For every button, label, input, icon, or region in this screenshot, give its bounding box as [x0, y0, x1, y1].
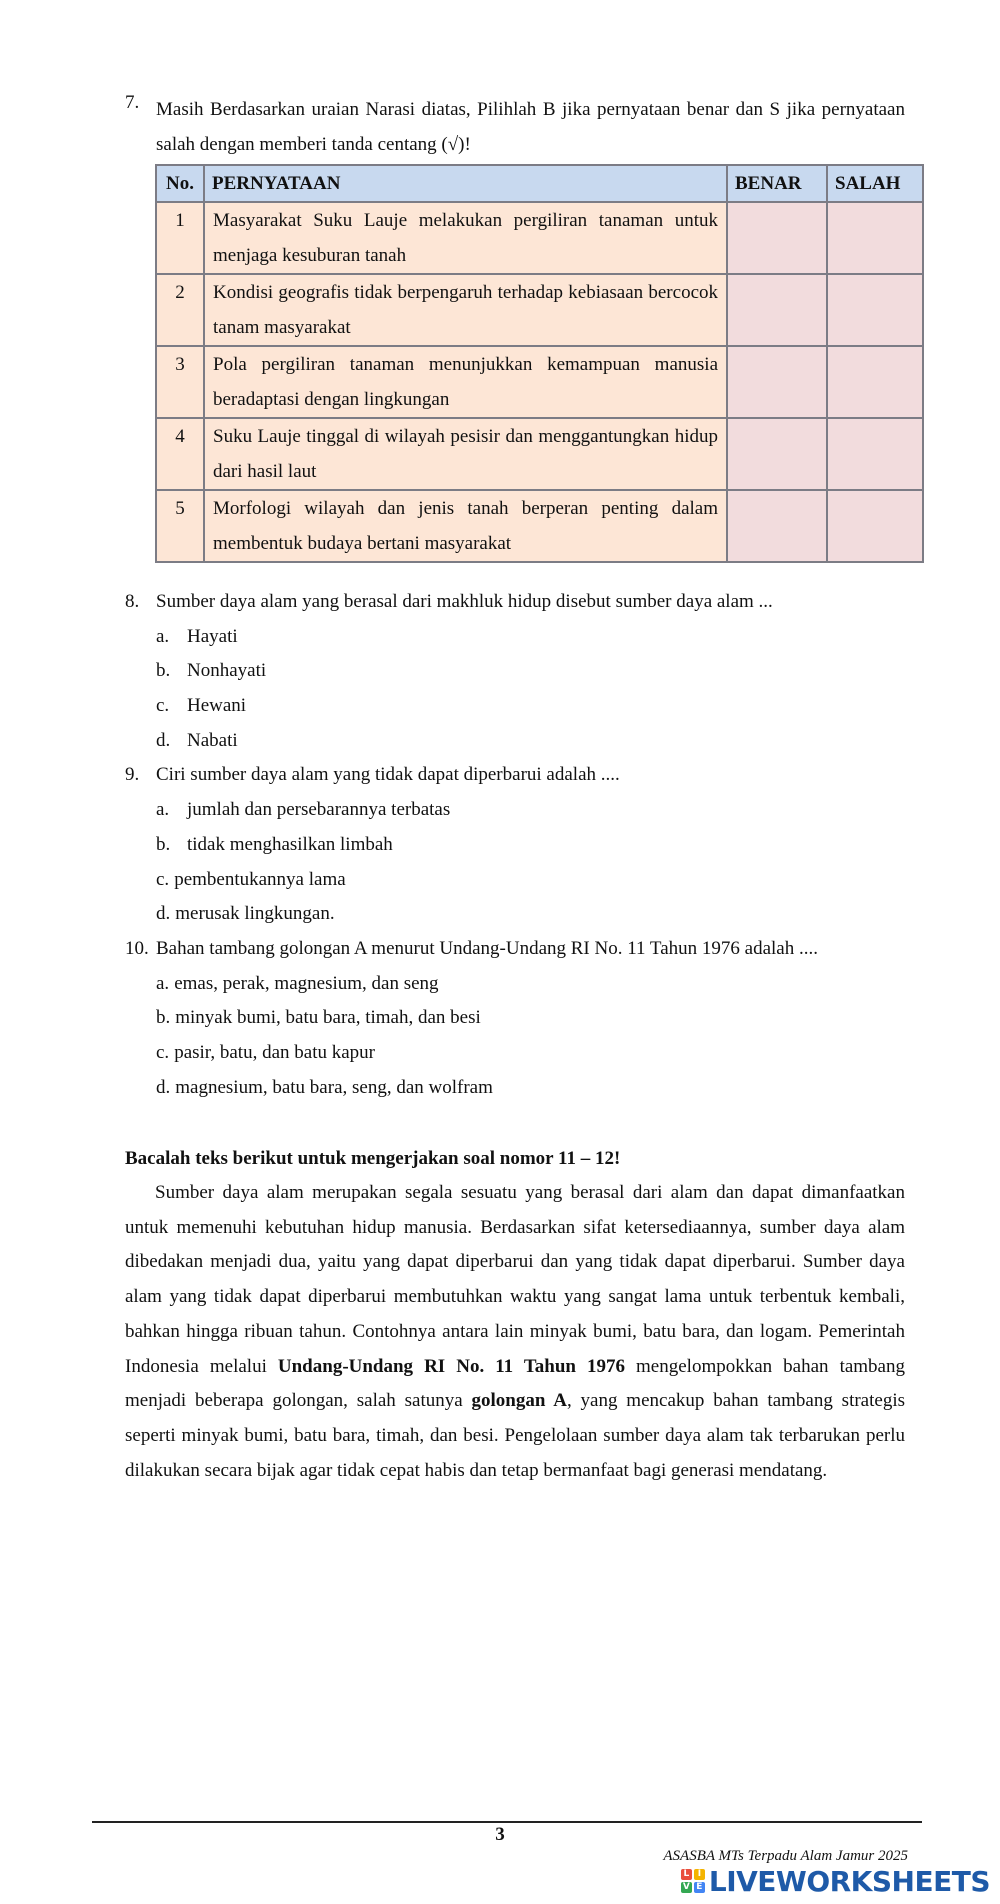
liveworksheets-logo-icon — [681, 1869, 705, 1893]
header-no: No. — [156, 165, 204, 202]
row-number: 4 — [156, 418, 204, 490]
option-text: tidak menghasilkan limbah — [187, 833, 393, 855]
option-letter: b. — [156, 1007, 171, 1029]
option-text: pembentukannya lama — [174, 868, 346, 890]
option-text: Hayati — [187, 625, 238, 647]
salah-answer-cell[interactable] — [827, 274, 923, 346]
row-statement: Suku Lauje tinggal di wilayah pesisir dan menggantungkan hidup dari hasil laut — [204, 418, 727, 490]
option-d[interactable] — [125, 1071, 915, 1106]
option-b[interactable] — [125, 828, 915, 863]
option-text: emas, perak, magnesium, dan seng — [174, 972, 439, 994]
question-text: Bahan tambang golongan A menurut Undang-Undang RI No. 11 Tahun 1976 adalah .... — [156, 937, 818, 959]
option-letter: d. — [156, 729, 171, 751]
table-row — [156, 418, 923, 490]
question-text: Sumber daya alam yang berasal dari makhluk hidup disebut sumber daya alam ... — [156, 591, 773, 612]
passage-bold-group: golongan A — [471, 1390, 567, 1412]
option-letter: a. — [156, 799, 170, 821]
option-letter: b. — [156, 833, 171, 855]
row-statement: Kondisi geografis tidak berpengaruh terhadap kebiasaan bercocok tanam masyarakat — [204, 274, 727, 346]
question-number: 10. — [125, 937, 149, 959]
multiple-choice-questions — [125, 585, 915, 1105]
option-letter: d. — [156, 903, 171, 925]
question-10 — [125, 932, 915, 967]
option-letter: d. — [156, 1076, 171, 1098]
option-text: merusak lingkungan. — [175, 903, 335, 925]
benar-answer-cell[interactable] — [727, 418, 827, 490]
true-false-table — [155, 164, 924, 563]
option-text: Nabati — [187, 729, 238, 751]
option-a[interactable] — [125, 793, 915, 828]
row-statement: Morfologi wilayah dan jenis tanah berperan penting dalam membentuk budaya bertani masyarakat — [204, 490, 727, 562]
header-statement: PERNYATAAN — [204, 165, 727, 202]
benar-answer-cell[interactable] — [727, 202, 827, 274]
row-number: 3 — [156, 346, 204, 418]
question-number: 7. — [125, 92, 140, 113]
footer-credit: ASASBA MTs Terpadu Alam Jamur 2025 — [663, 1848, 908, 1864]
option-text: pasir, batu, dan batu kapur — [174, 1041, 375, 1063]
footer-divider — [92, 1821, 922, 1823]
option-letter: c. — [156, 868, 170, 890]
option-c[interactable] — [125, 863, 915, 898]
option-c[interactable] — [125, 689, 915, 724]
row-number: 5 — [156, 490, 204, 562]
table-row — [156, 274, 923, 346]
option-text: Nonhayati — [187, 660, 267, 682]
question-text: Ciri sumber daya alam yang tidak dapat diperbarui adalah .... — [156, 764, 620, 786]
option-d[interactable] — [125, 897, 915, 932]
logo-letter: E — [694, 1882, 705, 1893]
passage-heading: Bacalah teks berikut untuk mengerjakan soal nomor 11 – 12! — [125, 1148, 621, 1169]
table-row — [156, 346, 923, 418]
option-letter: c. — [156, 1041, 170, 1063]
question-7 — [125, 92, 905, 162]
passage-text: Sumber daya alam merupakan segala sesuatu yang berasal dari alam dan dapat dimanfaatkan untuk memenuhi kebutuhan hidup manusia. Berdasarkan sifat ketersediaannya, sumber daya alam dibedakan menjadi dua, yaitu yang dapat diperbarui dan yang tidak dapat diperbarui. Sumber daya alam yang tidak dapat diperbarui membutuhkan waktu yang sangat lama untuk terbentuk kembali, bahkan hingga ribuan tahun. Contohnya antara lain minyak bumi, batu bara, dan logam. Pemerintah Indonesia melalui — [125, 1182, 905, 1377]
liveworksheets-brand[interactable] — [681, 1865, 990, 1897]
passage-bold-law: Undang-Undang RI No. 11 Tahun 1976 — [277, 1355, 625, 1377]
question-number: 8. — [125, 591, 140, 612]
table-row — [156, 202, 923, 274]
option-text: Hewani — [187, 695, 247, 717]
benar-answer-cell[interactable] — [727, 490, 827, 562]
header-benar: BENAR — [727, 165, 827, 202]
salah-answer-cell[interactable] — [827, 202, 923, 274]
salah-answer-cell[interactable] — [827, 490, 923, 562]
option-a[interactable] — [125, 967, 915, 1002]
logo-letter: L — [681, 1869, 692, 1880]
option-c[interactable] — [125, 1036, 915, 1071]
liveworksheets-wordmark: LIVEWORKSHEETS — [708, 1864, 990, 1898]
option-text: minyak bumi, batu bara, timah, dan besi — [175, 1007, 481, 1029]
option-letter: b. — [156, 660, 171, 682]
question-8 — [125, 585, 915, 620]
question-text: Masih Berdasarkan uraian Narasi diatas, Pilihlah B jika pernyataan benar dan S jika pernyataan salah dengan memberi tanda centang (√)! — [156, 99, 905, 155]
row-number: 1 — [156, 202, 204, 274]
logo-letter: V — [681, 1882, 692, 1893]
benar-answer-cell[interactable] — [727, 274, 827, 346]
option-a[interactable] — [125, 620, 915, 655]
passage-paragraph — [125, 1176, 905, 1488]
row-statement: Masyarakat Suku Lauje melakukan pergiliran tanaman untuk menjaga kesuburan tanah — [204, 202, 727, 274]
benar-answer-cell[interactable] — [727, 346, 827, 418]
page-number: 3 — [495, 1824, 505, 1845]
logo-letter: I — [694, 1869, 705, 1880]
passage-text: mengelompokkan bahan tambang menjadi beberapa golongan, salah satunya — [125, 1355, 905, 1412]
option-letter: a. — [156, 625, 170, 647]
option-d[interactable] — [125, 724, 915, 759]
reading-passage — [125, 1141, 905, 1488]
row-number: 2 — [156, 274, 204, 346]
question-9 — [125, 758, 915, 793]
passage-text: , yang mencakup bahan tambang strategis seperti minyak bumi, batu bara, timah, dan besi. Pengelolaan sumber daya alam tak terbarukan perlu dilakukan secara bijak agar tidak cepat habis dan tetap bermanfaat bagi generasi mendatang. — [125, 1390, 905, 1481]
option-text: jumlah dan persebarannya terbatas — [187, 799, 451, 821]
question-number: 9. — [125, 764, 140, 786]
option-letter: a. — [156, 972, 170, 994]
option-b[interactable] — [125, 1001, 915, 1036]
salah-answer-cell[interactable] — [827, 346, 923, 418]
option-letter: c. — [156, 695, 170, 717]
option-text: magnesium, batu bara, seng, dan wolfram — [175, 1076, 493, 1098]
row-statement: Pola pergiliran tanaman menunjukkan kemampuan manusia beradaptasi dengan lingkungan — [204, 346, 727, 418]
salah-answer-cell[interactable] — [827, 418, 923, 490]
header-salah: SALAH — [827, 165, 923, 202]
option-b[interactable] — [125, 654, 915, 689]
table-header-row — [156, 165, 923, 202]
table-row — [156, 490, 923, 562]
